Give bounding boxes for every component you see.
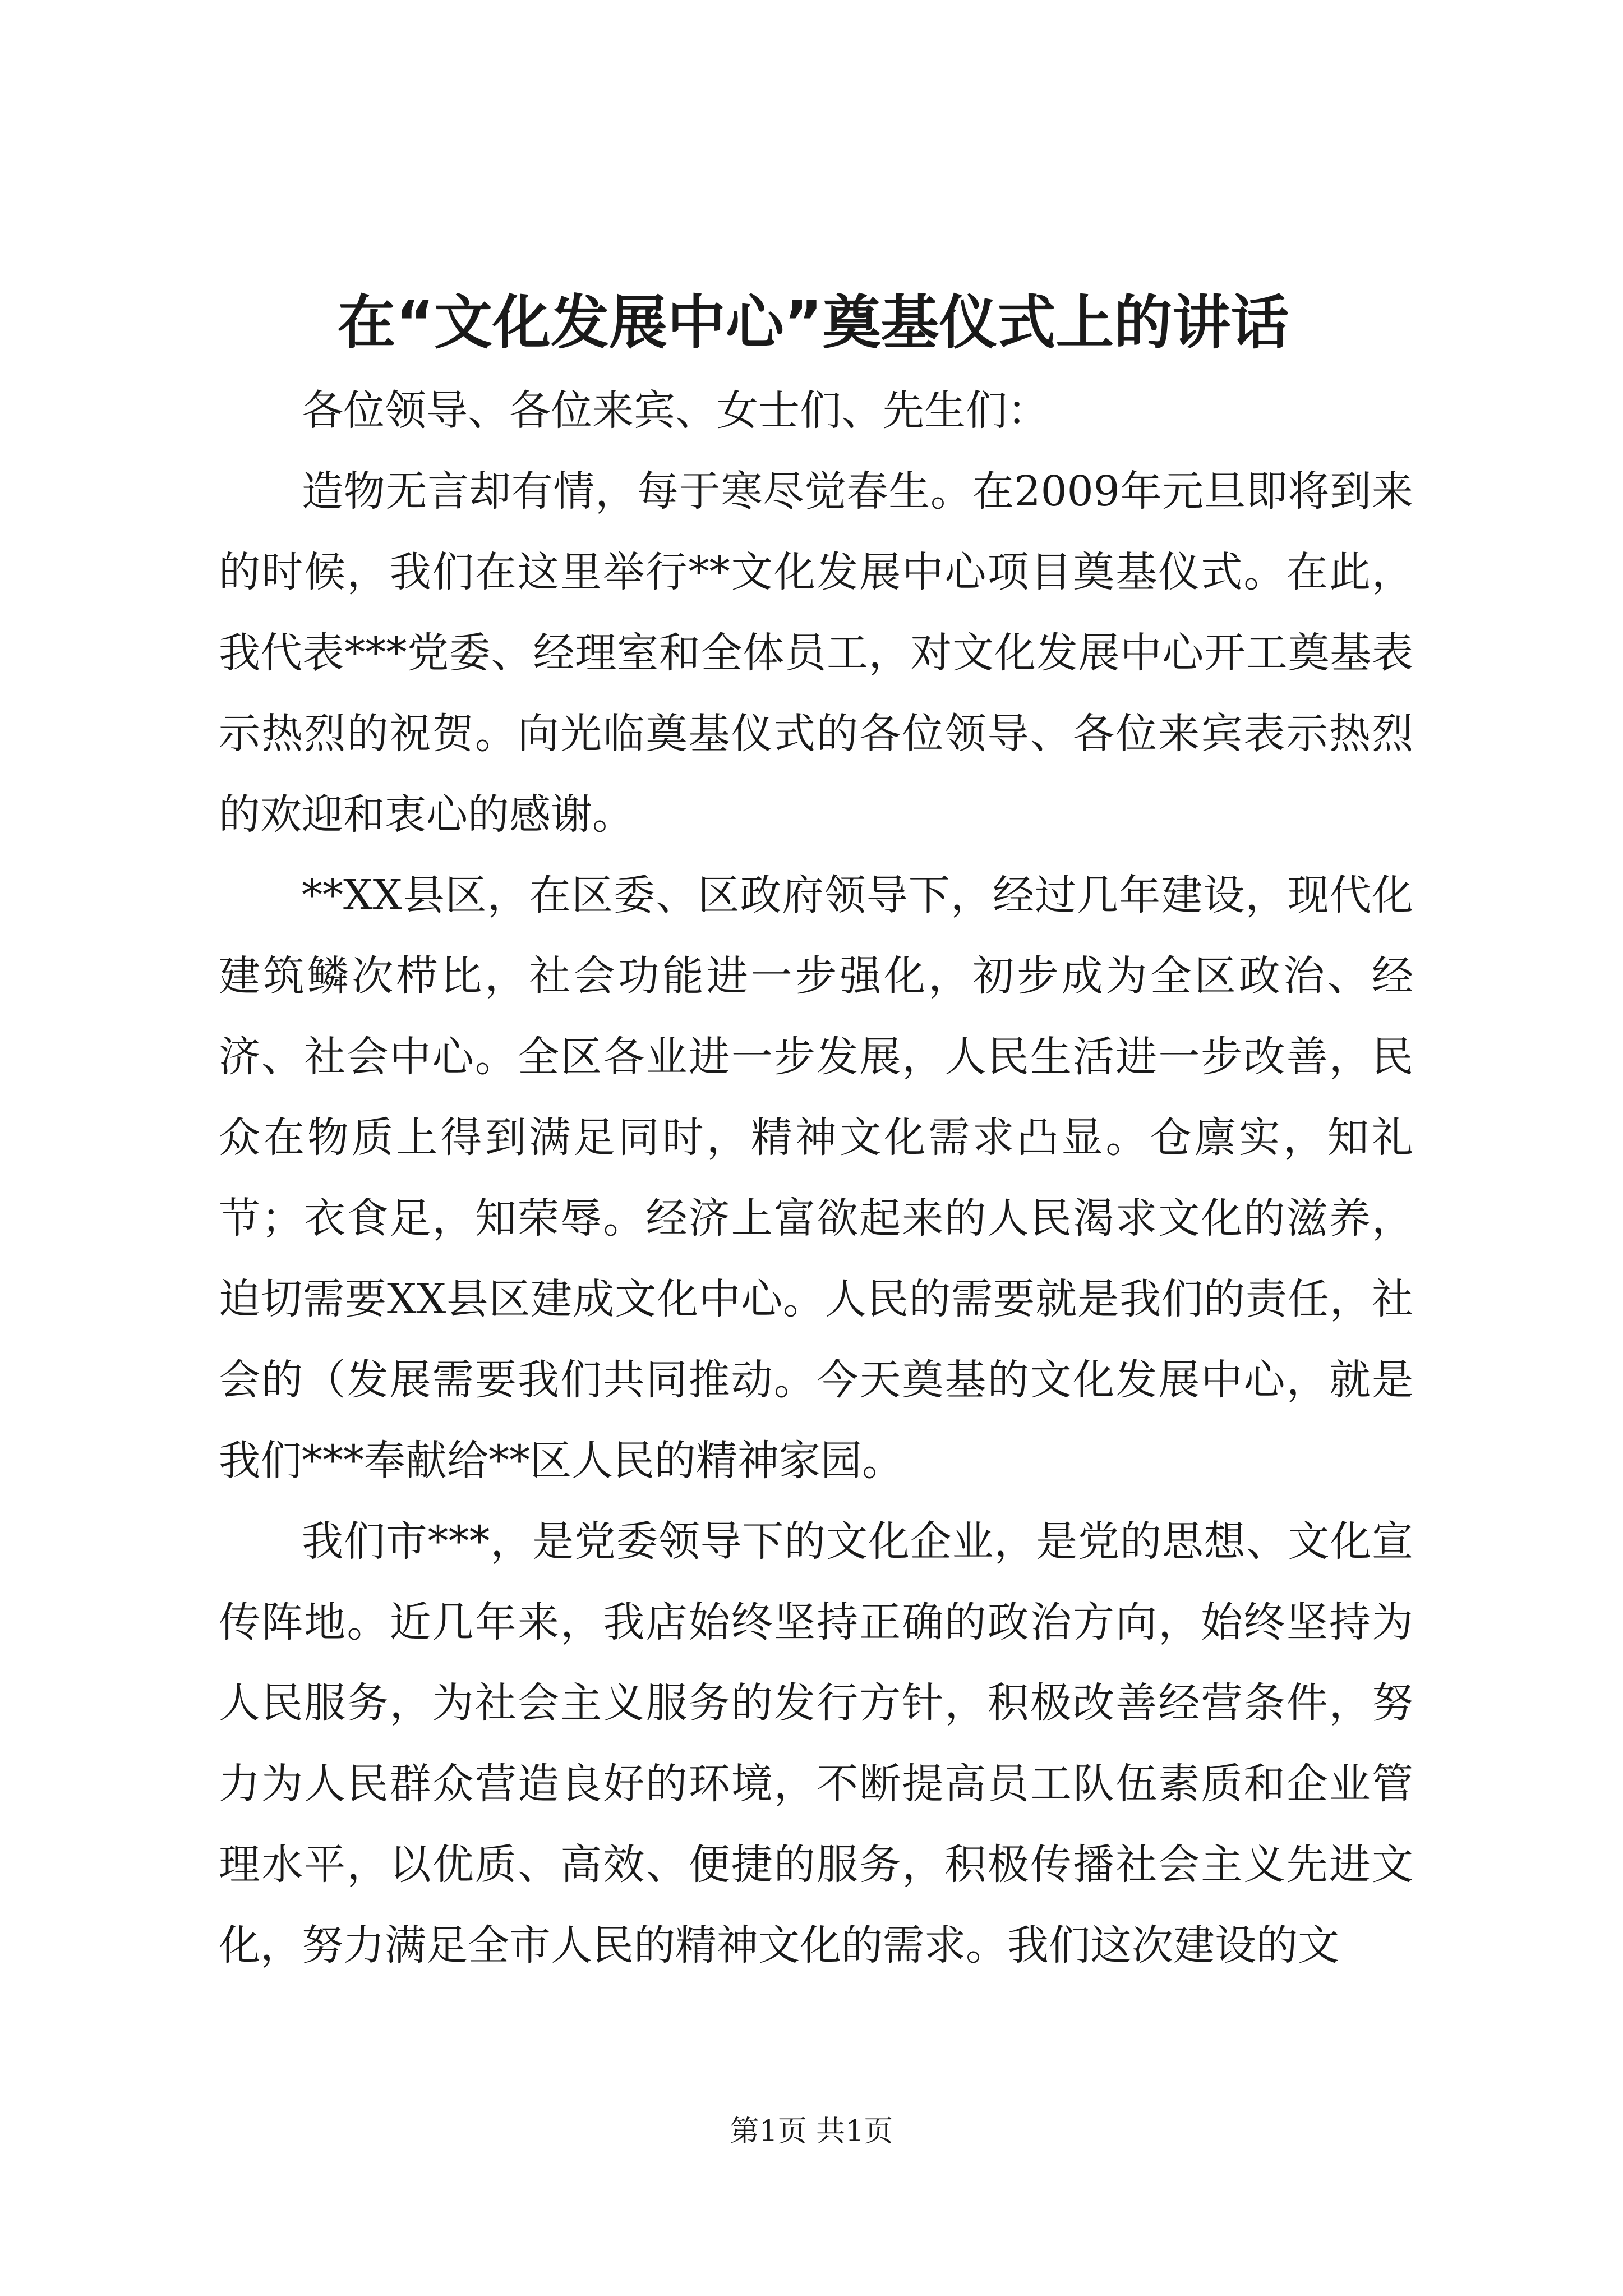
- page-number-footer: 第1页 共1页: [730, 2115, 893, 2148]
- document-body: [219, 370, 1413, 1986]
- paragraph-1: 造物无言却有情，每于寒尽觉春生。在2009年元旦即将到来的时候，我们在这里举行**文化发展中心项目奠基仪式。在此，我代表***党委、经理室和全体员工，对文化发展中心开工奠基表示热烈的祝贺。向光临奠基仪式的各位领导、各位来宾表示热烈的欢迎和衷心的感谢。: [219, 467, 1413, 839]
- paragraph-2: **XX县区，在区委、区政府领导下，经过几年建设，现代化建筑鳞次栉比，社会功能进一步强化，初步成为全区政治、经济、社会中心。全区各业进一步发展，人民生活进一步改善，民众在物质上得到满足同时，精神文化需求凸显。仓廪实，知礼节；衣食足，知荣辱。经济上富欲起来的人民渴求文化的滋养，迫切需要XX县区建成文化中心。人民的需要就是我们的责任，社会的（发展需要我们共同推动。今天奠基的文化发展中心，就是我们***奉献给**区人民的精神家园。: [219, 871, 1413, 1485]
- paragraph-3: 我们市***，是党委领导下的文化企业，是党的思想、文化宣传阵地。近几年来，我店始终坚持正确的政治方向，始终坚持为人民服务，为社会主义服务的发行方针，积极改善经营条件，努力为人民群众营造良好的环境，不断提高员工队伍素质和企业管理水平，以优质、高效、便捷的服务，积极传播社会主义先进文化，努力满足全市人民的精神文化的需求。我们这次建设的文: [219, 1517, 1413, 1970]
- document-title: 在“文化发展中心”奠基仪式上的讲话: [337, 288, 1289, 357]
- salutation: 各位领导、各位来宾、女士们、先生们：: [302, 386, 1049, 435]
